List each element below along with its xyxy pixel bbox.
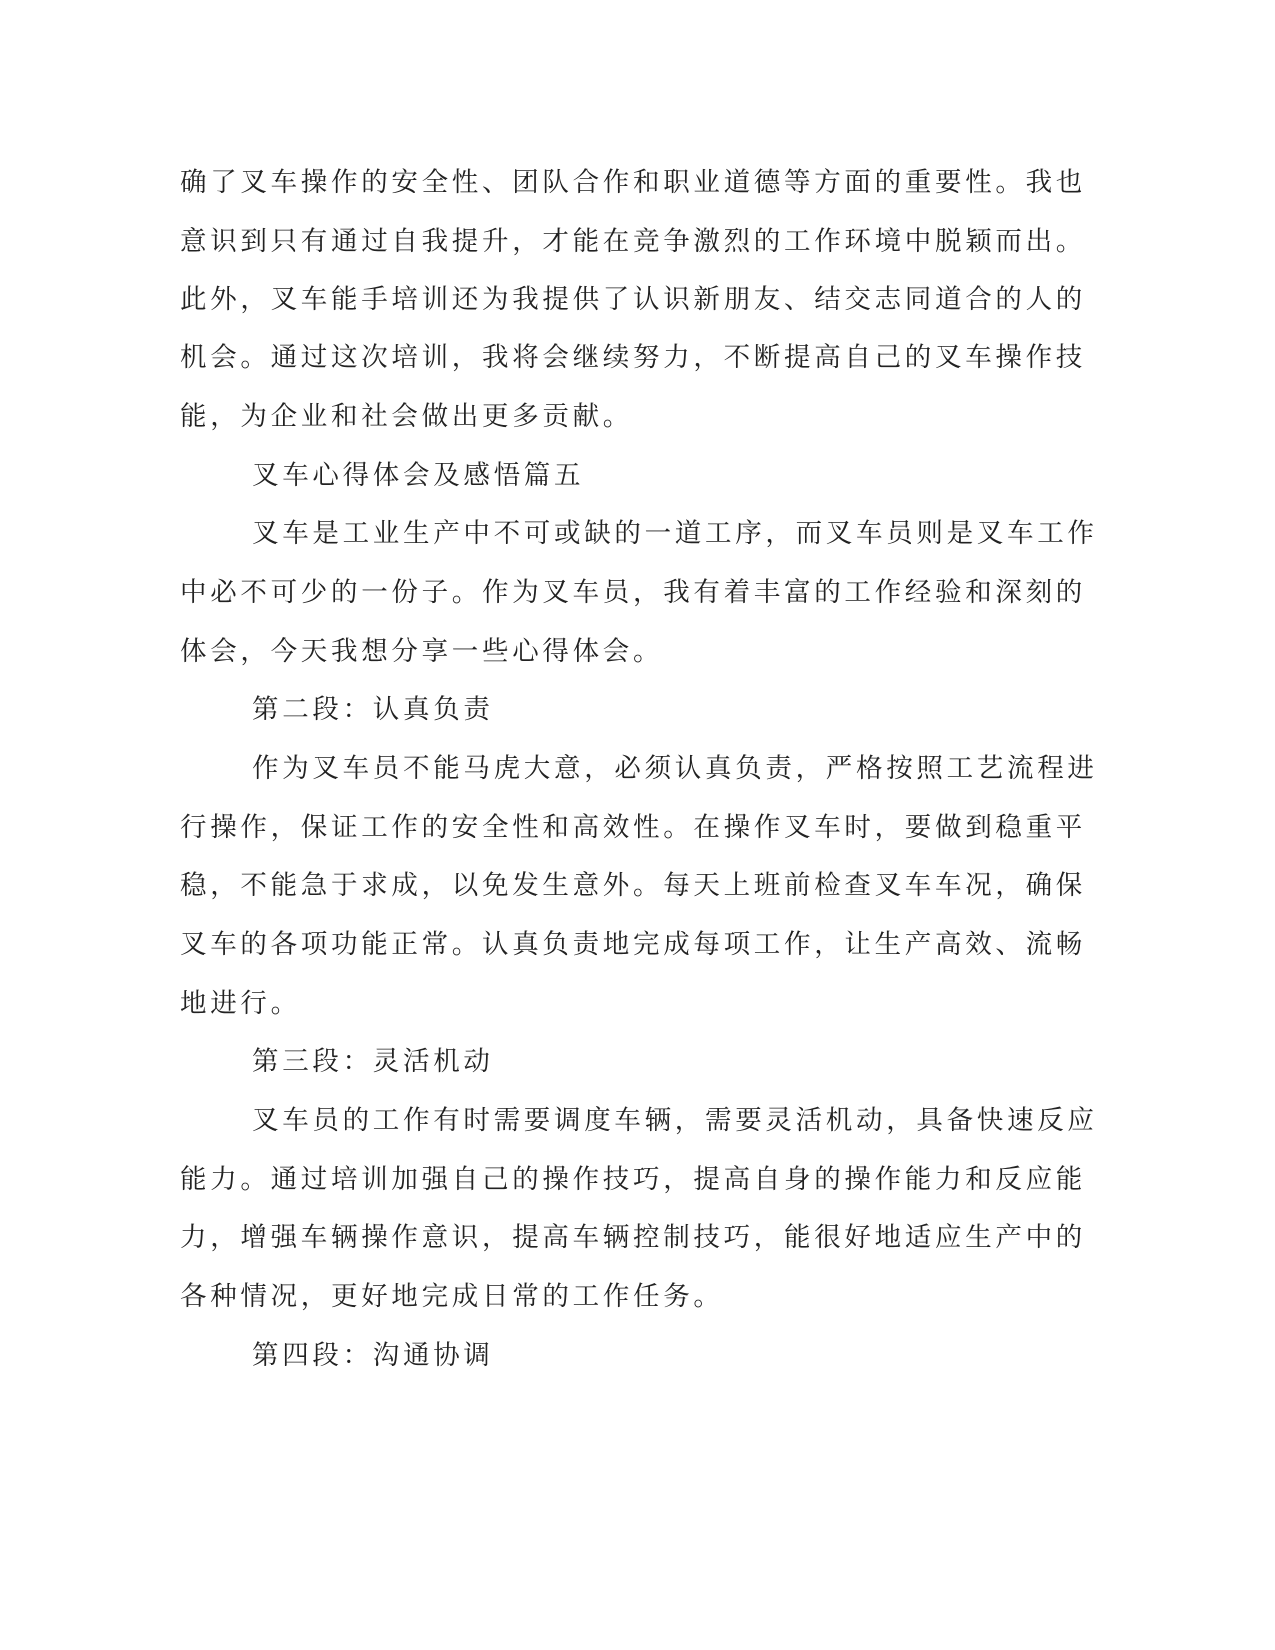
section-heading: 第三段：灵活机动	[252, 1046, 494, 1077]
paragraph-line: 力，增强车辆操作意识，提高车辆控制技巧，能很好地适应生产中的	[180, 1222, 1086, 1253]
paragraph-line: 叉车员的工作有时需要调度车辆，需要灵活机动，具备快速反应	[252, 1105, 1098, 1136]
paragraph-line: 确了叉车操作的安全性、团队合作和职业道德等方面的重要性。我也	[180, 167, 1086, 198]
paragraph-line: 意识到只有通过自我提升，才能在竞争激烈的工作环境中脱颖而出。	[180, 226, 1086, 257]
paragraph-line: 能力。通过培训加强自己的操作技巧，提高自身的操作能力和反应能	[180, 1164, 1086, 1195]
paragraph-line: 此外，叉车能手培训还为我提供了认识新朋友、结交志同道合的人的	[180, 284, 1086, 315]
paragraph-line: 叉车是工业生产中不可或缺的一道工序，而叉车员则是叉车工作	[252, 518, 1098, 549]
paragraph-line: 中必不可少的一份子。作为叉车员，我有着丰富的工作经验和深刻的	[180, 577, 1086, 608]
paragraph-line: 地进行。	[180, 988, 301, 1019]
paragraph-line: 体会，今天我想分享一些心得体会。	[180, 636, 664, 667]
paragraph-line: 行操作，保证工作的安全性和高效性。在操作叉车时，要做到稳重平	[180, 812, 1086, 843]
paragraph-line: 叉车的各项功能正常。认真负责地完成每项工作，让生产高效、流畅	[180, 929, 1086, 960]
paragraph-line: 各种情况，更好地完成日常的工作任务。	[180, 1281, 724, 1312]
section-heading: 第四段：沟通协调	[252, 1340, 494, 1371]
paragraph-line: 能，为企业和社会做出更多贡献。	[180, 401, 633, 432]
section-heading: 叉车心得体会及感悟篇五	[252, 460, 585, 491]
paragraph-line: 机会。通过这次培训，我将会继续努力，不断提高自己的叉车操作技	[180, 342, 1086, 373]
section-heading: 第二段：认真负责	[252, 694, 494, 725]
paragraph-line: 作为叉车员不能马虎大意，必须认真负责，严格按照工艺流程进	[252, 753, 1098, 784]
paragraph-line: 稳，不能急于求成，以免发生意外。每天上班前检查叉车车况，确保	[180, 870, 1086, 901]
